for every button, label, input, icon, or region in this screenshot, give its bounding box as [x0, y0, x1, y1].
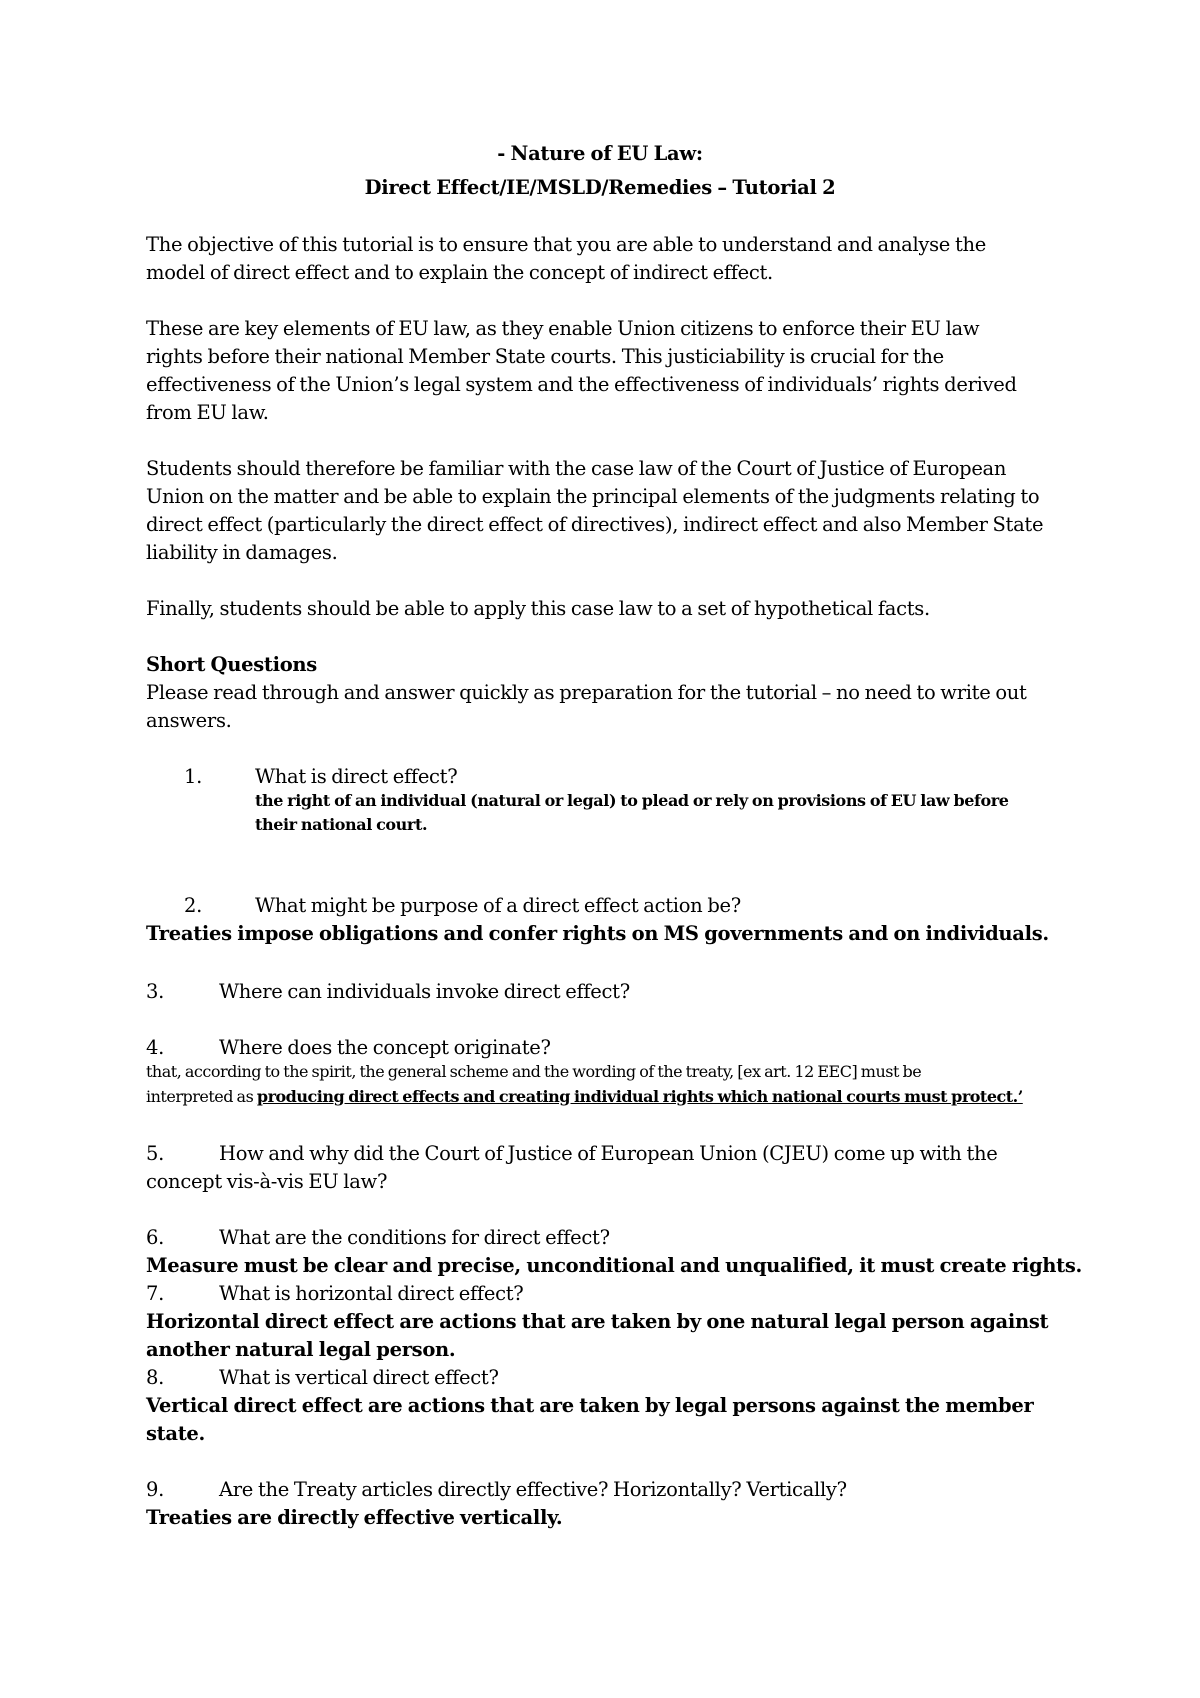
q5-text-line-1: How and why did the Court of Justice of European Union (CJEU) come up with the — [219, 1142, 998, 1165]
intro-p1-line-2: model of direct effect and to explain the concept of indirect effect. — [146, 261, 773, 284]
q4-answer-line-2 — [146, 1089, 1023, 1105]
instructions-line-2: answers. — [146, 709, 232, 732]
intro-p2-line-2: rights before their national Member State courts. This justiciability is crucial for the — [146, 345, 944, 368]
q1-answer-line-1: the right of an individual (natural or legal) to plead or rely on provisions of EU law before — [255, 791, 1009, 810]
q9-number: 9. — [146, 1478, 165, 1501]
q4-text: Where does the concept originate? — [219, 1036, 551, 1059]
intro-p3-line-1: Students should therefore be familiar with the case law of the Court of Justice of European — [146, 457, 1007, 480]
intro-p1-line-1: The objective of this tutorial is to ensure that you are able to understand and analyse the — [146, 233, 986, 256]
q4-answer-plain: interpreted as — [146, 1087, 257, 1106]
q8-answer-line-1: Vertical direct effect are actions that are taken by legal persons against the member — [146, 1394, 1034, 1417]
intro-p2-line-1: These are key elements of EU law, as they enable Union citizens to enforce their EU law — [146, 317, 980, 340]
q6-number: 6. — [146, 1226, 165, 1249]
q5-number: 5. — [146, 1142, 165, 1165]
q1-text: What is direct effect? — [255, 765, 458, 788]
q1-answer-line-2: their national court. — [255, 815, 428, 834]
q4-answer-underlined: producing direct effects and creating individual rights which national courts must protect.’ — [256, 1087, 1023, 1106]
intro-p3-line-4: liability in damages. — [146, 541, 338, 564]
q8-number: 8. — [146, 1366, 165, 1389]
q8-text: What is vertical direct effect? — [219, 1366, 499, 1389]
q7-answer-line-1: Horizontal direct effect are actions that are taken by one natural legal person against — [146, 1310, 1049, 1333]
q1-number: 1. — [184, 765, 203, 788]
q9-text: Are the Treaty articles directly effective? Horizontally? Vertically? — [219, 1478, 847, 1501]
q4-number: 4. — [146, 1036, 165, 1059]
q7-number: 7. — [146, 1282, 165, 1305]
q2-answer: Treaties impose obligations and confer rights on MS governments and on individuals. — [146, 922, 1049, 945]
intro-p3-line-2: Union on the matter and be able to explain the principal elements of the judgments relating to — [146, 485, 1040, 508]
intro-p3-line-3: direct effect (particularly the direct effect of directives), indirect effect and also Member State — [146, 513, 1044, 536]
intro-p2-line-4: from EU law. — [146, 401, 269, 424]
q2-number: 2. — [184, 894, 203, 917]
q3-text: Where can individuals invoke direct effect? — [219, 980, 630, 1003]
q2-text: What might be purpose of a direct effect action be? — [255, 894, 741, 917]
intro-p4-line-1: Finally, students should be able to apply this case law to a set of hypothetical facts. — [146, 597, 930, 620]
q7-text: What is horizontal direct effect? — [219, 1282, 524, 1305]
instructions-line-1: Please read through and answer quickly as preparation for the tutorial – no need to write out — [146, 681, 1027, 704]
q6-text: What are the conditions for direct effect? — [219, 1226, 610, 1249]
short-questions-heading: Short Questions — [146, 653, 317, 676]
q8-answer-line-2: state. — [146, 1422, 206, 1445]
q9-answer: Treaties are directly effective vertically. — [146, 1506, 563, 1529]
title-line-1: - Nature of EU Law: — [497, 142, 703, 165]
q7-answer-line-2: another natural legal person. — [146, 1338, 456, 1361]
title-line-2: Direct Effect/IE/MSLD/Remedies – Tutorial 2 — [364, 176, 836, 199]
intro-p2-line-3: effectiveness of the Union’s legal system and the effectiveness of individuals’ rights derived — [146, 373, 1017, 396]
q6-answer: Measure must be clear and precise, unconditional and unqualified, it must create rights. — [146, 1254, 1083, 1277]
q4-answer-line-1: that, according to the spirit, the general scheme and the wording of the treaty, [ex art. 12 EEC] must be — [146, 1062, 922, 1081]
q3-number: 3. — [146, 980, 165, 1003]
q5-text-line-2: concept vis-à-vis EU law? — [146, 1170, 388, 1193]
